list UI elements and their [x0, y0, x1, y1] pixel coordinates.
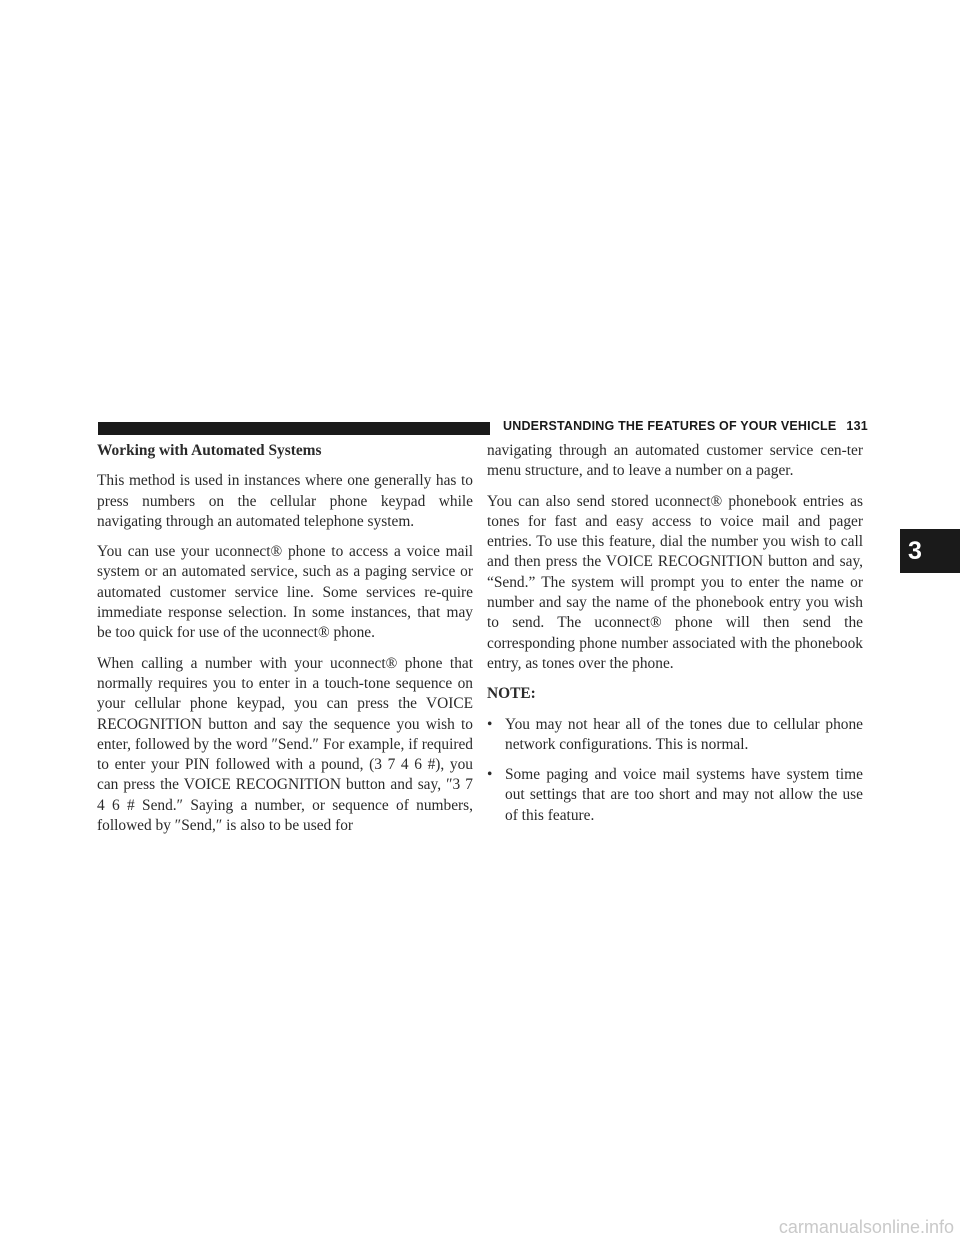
- note-heading: NOTE:: [487, 685, 536, 703]
- section-heading: Working with Automated Systems: [97, 442, 322, 459]
- page-number: 131: [846, 419, 868, 433]
- note-bullet-text: You may not hear all of the tones due to cellular phone network configurations. This is normal.: [505, 715, 863, 753]
- note-bullet-text: Some paging and voice mail systems have system time out settings that are too short and may not allow the use of this feature.: [505, 766, 863, 824]
- section-title: UNDERSTANDING THE FEATURES OF YOUR VEHICLE: [503, 419, 837, 433]
- header-rule-bar: [98, 422, 490, 435]
- chapter-tab: 3: [900, 529, 960, 573]
- watermark: carmanualsonline.info: [778, 1217, 954, 1237]
- paragraph-phonebook-tones: You can also send stored uconnect® phonebook entries as tones for fast and easy access to voice mail and pager entries. To use this feature, dial the number you wish to call and then press the VOICE RECOGNITION button and say, “Send.” The system will prompt you to enter the name or number and say the name of the phonebook entry you wish to send. The uconnect® phone will then send the corresponding phone number associated with the phonebook entry, as tones over the phone.: [487, 492, 863, 672]
- note-bullet-item: [487, 715, 863, 756]
- bullet-marker: •: [487, 715, 493, 733]
- note-bullet-item: [487, 765, 863, 826]
- right-column: [487, 441, 863, 836]
- running-header: [503, 419, 868, 433]
- paragraph-intro: This method is used in instances where one generally has to press numbers on the cellular phone keypad while navigating through an automated telephone system.: [97, 472, 473, 530]
- paragraph-voice-mail: You can use your uconnect® phone to access a voice mail system or an automated service, such as a paging service or automated customer service line. Some services re-quire immediate response selection. In some instances, that may be too quick for use of the uconnect® phone.: [97, 543, 473, 642]
- paragraph-continued: navigating through an automated customer service cen-ter menu structure, and to leave a number on a pager.: [487, 442, 863, 480]
- bullet-marker: •: [487, 766, 493, 784]
- left-column: [97, 441, 473, 846]
- paragraph-touch-tone: When calling a number with your uconnect® phone that normally requires you to enter in a touch-tone sequence on your cellular phone keypad, you can press the VOICE RECOGNITION button and say the sequence you wish to enter, followed by the word ″Send.″ For example, if required to enter your PIN followed with a pound, (3 7 4 6 #), you can press the VOICE RECOGNITION button and say, ″3 7 4 6 # Send.″ Saying a number, or sequence of numbers, followed by ″Send,″ is also to be used for: [97, 654, 473, 835]
